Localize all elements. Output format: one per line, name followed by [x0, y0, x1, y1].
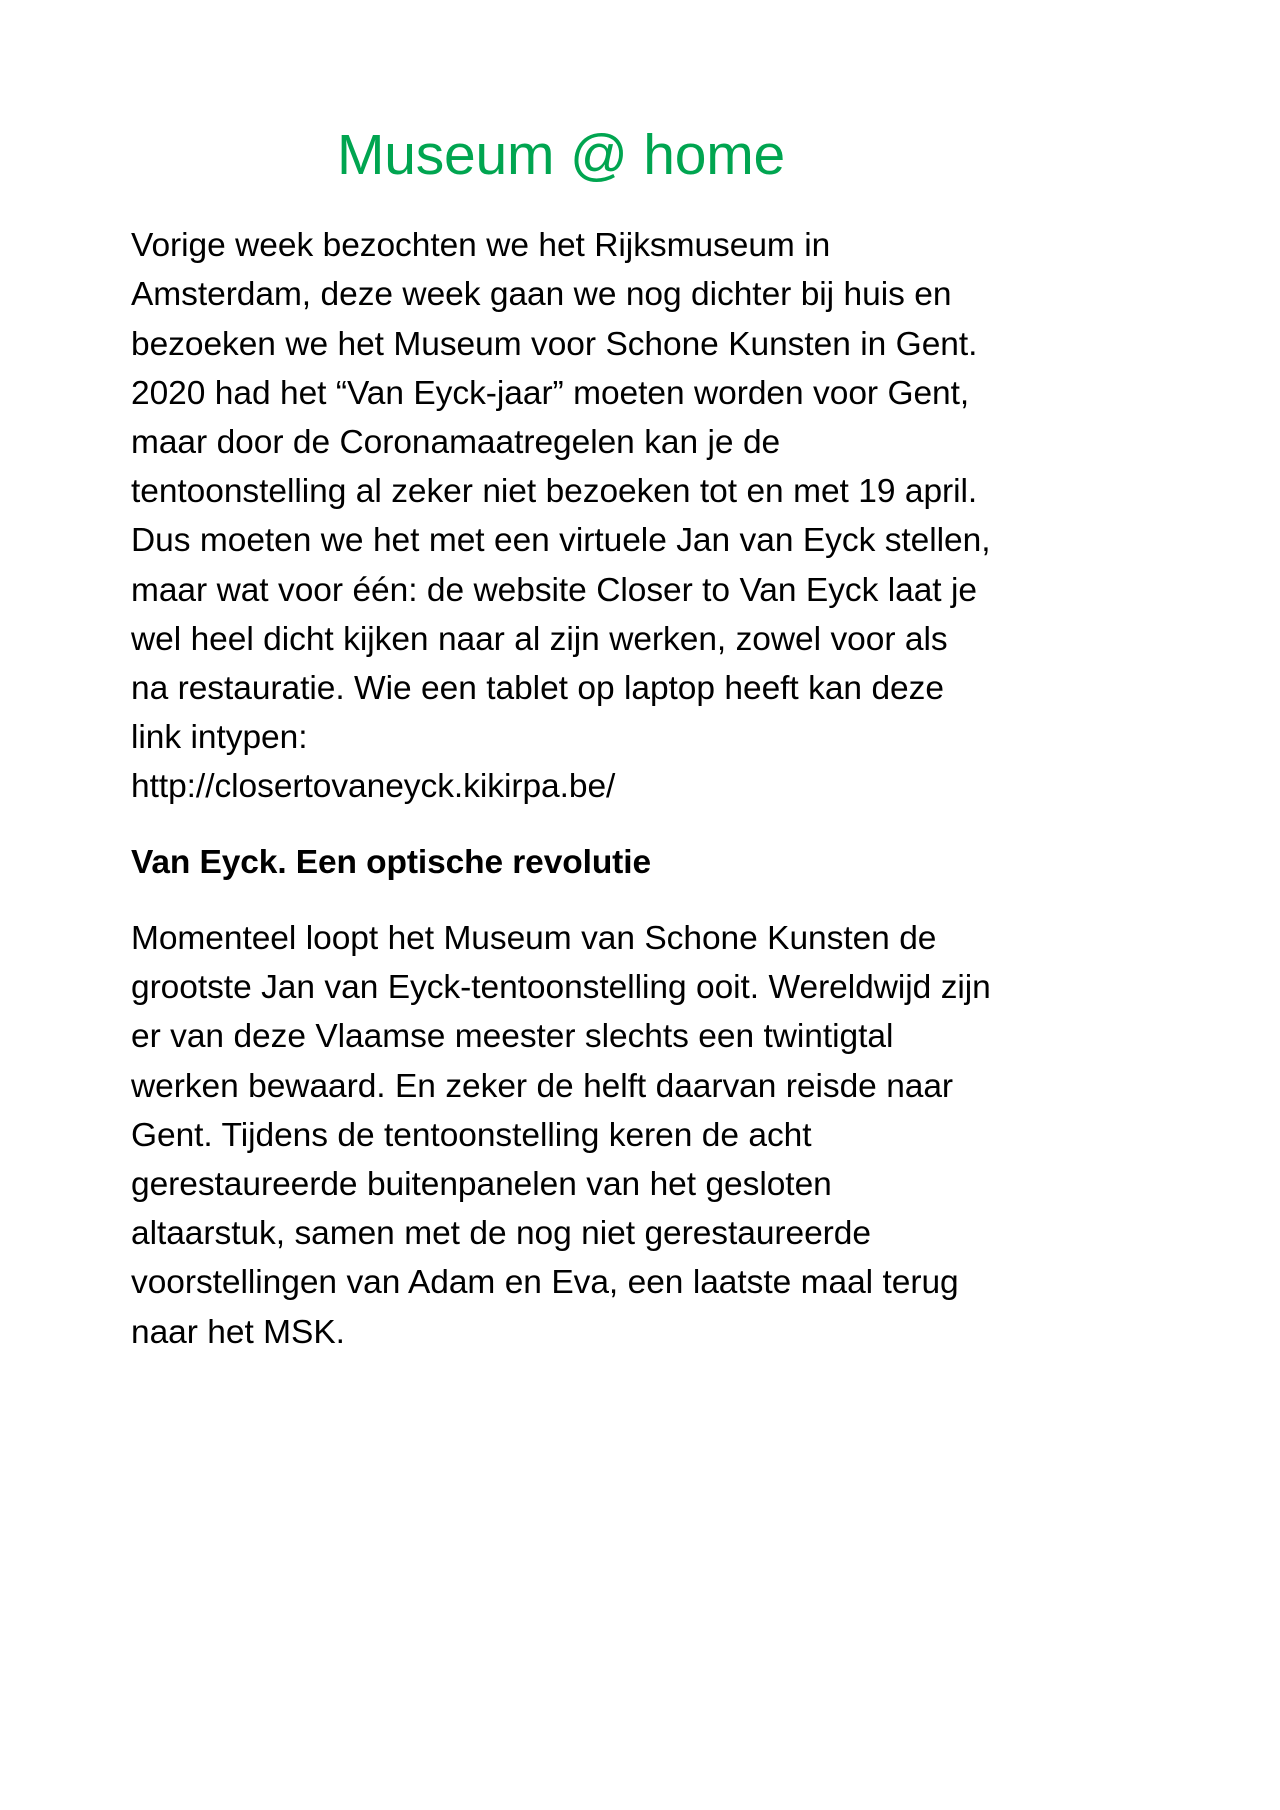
exhibition-paragraph: Momenteel loopt het Museum van Schone Kunsten de grootste Jan van Eyck-tentoonstelling ooit. Wereldwijd zijn er van deze Vlaamse meester slechts een twintigtal werken bewaard. En zeker de helft daarvan reisde naar Gent. Tijdens de tentoonstelling keren de acht gerestaureerde buitenpanelen van het gesloten altaarstuk, samen met de nog niet gerestaureerde voorstellingen van Adam en Eva, een laatste maal terug naar het MSK. — [131, 919, 991, 1351]
page-title: Museum @ home — [336, 123, 786, 187]
document-content — [131, 0, 991, 1357]
exhibition-subheading: Van Eyck. Een optische revolutie — [131, 843, 651, 881]
closer-to-van-eyck-link[interactable]: http://closertovaneyck.kikirpa.be/ — [131, 768, 616, 806]
intro-paragraph: Vorige week bezochten we het Rijksmuseum in Amsterdam, deze week gaan we nog dichter bij huis en bezoeken we het Museum voor Schone Kunsten in Gent. 2020 had het “Van Eyck-jaar” moeten worden voor Gent, maar door de Coronamaatregelen kan je de tentoonstelling al zeker niet bezoeken tot en met 19 april. Dus moeten we het met een virtuele Jan van Eyck stellen, maar wat voor één: de website Closer to Van Eyck laat je wel heel dicht kijken naar al zijn werken, zowel voor als na restauratie. Wie een tablet op laptop heeft kan deze link intypen: — [131, 227, 991, 757]
